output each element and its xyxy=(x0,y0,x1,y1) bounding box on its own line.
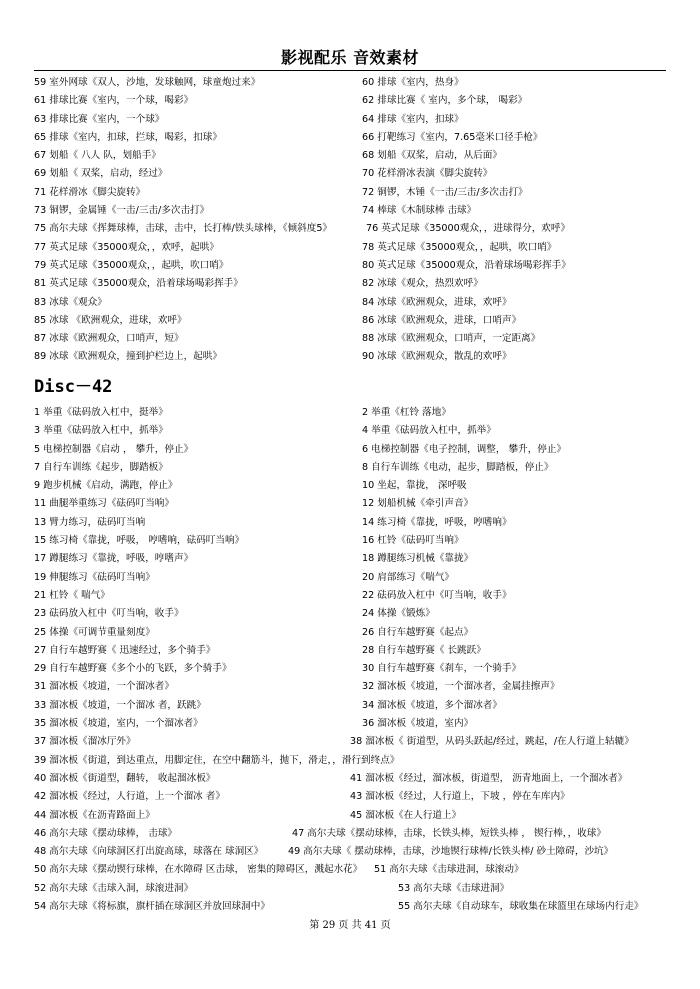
list-item: 52 高尔夫球《击球入洞，球滚进洞》 xyxy=(34,882,194,894)
list-item: 10 坐起，靠拢， 深呼吸 xyxy=(362,480,467,492)
list-item: 15 练习椅《靠拢，呼吸， 哼嗜响，砝码叮当响》 xyxy=(34,535,245,547)
list-row xyxy=(34,624,674,642)
list-item: 7 自行车训练《起步，脚踏板》 xyxy=(34,461,168,473)
list-item: 5 电梯控制器《启动 ， 攀升，停止》 xyxy=(34,443,194,455)
list-item: 1 举重《砝码放入杠中，挺举》 xyxy=(34,407,168,418)
list-item: 20 肩部练习《喘气》 xyxy=(362,571,455,583)
list-row xyxy=(34,184,674,202)
list-row xyxy=(34,275,674,293)
list-item: 46 高尔夫球《摆动球棒， 击球》 xyxy=(34,827,178,839)
list-item: 8 自行车训练《电动，起步，脚踏板，停止》 xyxy=(362,461,554,473)
list-item: 48 高尔夫球《向球洞区打出旋高球，球落在 球洞区》 xyxy=(34,846,264,858)
list-item: 6 电梯控制器《电子控制，调整， 攀升，停止》 xyxy=(362,443,567,455)
list-item: 72 铜锣，木锤《一击/三击/多次击打》 xyxy=(362,186,528,198)
list-row xyxy=(34,220,674,238)
list-item: 73 铜锣，金属锤《一击/三击/多次击打》 xyxy=(34,205,210,217)
list-row xyxy=(34,239,674,257)
page-title: 影视配乐 音效素材 xyxy=(280,48,420,67)
list-item: 30 自行车越野赛《刹车，一个骑手》 xyxy=(362,663,522,675)
list-item: 18 蹲腿练习机械《靠拢》 xyxy=(362,553,474,565)
page-footer: 第 29 页 共 41 页 xyxy=(309,920,391,931)
list-item: 90 冰球《欧洲观众，散乱的欢呼》 xyxy=(362,351,512,363)
list-row xyxy=(34,898,674,916)
list-row xyxy=(34,825,674,843)
list-row xyxy=(34,330,674,348)
list-item: 60 排球《室内，热身》 xyxy=(362,77,464,88)
list-item: 87 冰球《欧洲观众，口哨声，短》 xyxy=(34,333,184,345)
list-item: 70 花样滑冰表演《脚尖旋转》 xyxy=(362,168,493,180)
list-row xyxy=(34,715,674,733)
list-item: 34 溜冰板《坡道，多个溜冰者》 xyxy=(362,699,502,711)
page-header xyxy=(34,44,666,71)
track-list-section-1 xyxy=(34,74,674,367)
list-row xyxy=(34,257,674,275)
list-row xyxy=(34,129,674,147)
list-row xyxy=(34,550,674,568)
list-item: 47 高尔夫球《摆动球棒，击球，长铁头棒，短铁头棒 ， 锲行棒，，收球》 xyxy=(292,827,606,839)
list-row xyxy=(34,111,674,129)
list-row xyxy=(34,514,674,532)
list-row xyxy=(34,788,674,806)
list-item: 80 英式足球《35000观众，沿着球场喝彩挥手》 xyxy=(362,259,571,271)
list-item: 13 臂力练习，砝码叮当响 xyxy=(34,516,146,528)
list-row xyxy=(34,495,674,513)
list-item: 36 溜冰板《坡道，室内》 xyxy=(362,718,474,730)
list-item: 37 溜冰板《溜冰厅外》 xyxy=(34,736,136,748)
list-item: 76 英式足球《35000观众，，进球得分，欢呼》 xyxy=(366,223,571,235)
list-item: 88 冰球《欧洲观众，口哨声，一定距离》 xyxy=(362,333,541,345)
list-item: 21 杠铃《 喘气》 xyxy=(34,589,110,601)
list-item: 31 溜冰板《坡道，一个溜冰者》 xyxy=(34,681,174,693)
list-row xyxy=(34,165,674,183)
list-item: 64 排球《室内，扣球》 xyxy=(362,113,464,125)
list-row xyxy=(34,770,674,788)
list-row xyxy=(34,477,674,495)
list-row xyxy=(34,807,674,825)
list-row xyxy=(34,733,674,751)
list-row xyxy=(34,532,674,550)
list-row xyxy=(34,678,674,696)
list-row xyxy=(34,202,674,220)
list-row xyxy=(34,605,674,623)
list-row xyxy=(34,441,674,459)
list-item: 41 溜冰板《经过，溜冰板，街道型， 沥青地面上，一个溜冰者》 xyxy=(350,772,628,784)
list-row xyxy=(34,752,674,770)
list-item: 53 高尔夫球《击球进洞》 xyxy=(398,882,510,894)
list-item: 78 英式足球《35000观众，，起哄，吹口哨》 xyxy=(362,241,557,253)
list-item: 2 举重《杠铃 落地》 xyxy=(362,407,451,418)
list-item: 83 冰球《观众》 xyxy=(34,296,107,308)
list-row xyxy=(34,569,674,587)
list-item: 11 曲腿举重练习《砝码叮当响》 xyxy=(34,498,174,510)
list-item: 74 棒球《木制球棒 击球》 xyxy=(362,205,477,217)
list-item: 68 划船《双桨，启动，从后面》 xyxy=(362,150,502,162)
list-row xyxy=(34,861,674,879)
list-item: 63 排球比赛《室内，一个球》 xyxy=(34,113,165,125)
list-item: 61 排球比赛《室内，一个球，喝彩》 xyxy=(34,95,194,107)
list-item: 16 杠铃《砝码叮当响》 xyxy=(362,535,464,547)
list-item: 27 自行车越野赛《 迅速经过，多个骑手》 xyxy=(34,644,216,656)
list-row xyxy=(34,422,674,440)
list-item: 40 溜冰板《街道型，翻转， 收起溜冰板》 xyxy=(34,772,216,784)
list-item: 82 冰球《观众，热烈欢呼》 xyxy=(362,278,483,290)
list-item: 25 体操《可调节重量刻度》 xyxy=(34,626,155,638)
list-row xyxy=(34,348,674,366)
list-item: 22 砝码放入杠中《叮当响，收手》 xyxy=(362,589,512,601)
list-row xyxy=(34,92,674,110)
list-item: 4 举重《砝码放入杠中，抓举》 xyxy=(362,425,496,437)
list-item: 50 高尔夫球《摆动锲行球棒，在水障碍 区击球， 密集的障碍区，溅起水花》 xyxy=(34,864,363,876)
disc-heading: Disc－42 xyxy=(34,377,113,397)
list-item: 43 溜冰板《经过，人行道上，下坡 ，停在车库内》 xyxy=(350,791,570,803)
list-item: 42 溜冰板《经过，人行道，上一个溜冰 者》 xyxy=(34,791,225,803)
list-row xyxy=(34,294,674,312)
list-row xyxy=(34,843,674,861)
list-row xyxy=(34,74,674,92)
list-item: 17 蹲腿练习《靠拢，呼吸，哼嗜声》 xyxy=(34,553,194,565)
list-item: 54 高尔夫球《将标旗，旗杆插在球洞区并放回球洞中》 xyxy=(34,901,270,913)
list-item: 85 冰球 《欧洲观众，进球，欢呼》 xyxy=(34,314,187,326)
list-row xyxy=(34,404,674,422)
list-item: 19 伸腿练习《砝码叮当响》 xyxy=(34,571,155,583)
list-item: 14 练习椅《靠拢，呼吸，哼嗜响》 xyxy=(362,516,512,528)
list-item: 69 划船《 双桨，启动，经过》 xyxy=(34,168,168,180)
list-row xyxy=(34,459,674,477)
list-item: 44 溜冰板《在沥青路面上》 xyxy=(34,809,155,821)
list-item: 24 体操《锻炼》 xyxy=(362,608,435,620)
list-item: 79 英式足球《35000观众，，起哄，吹口哨》 xyxy=(34,259,229,271)
list-item: 35 溜冰板《坡道，室内，一个溜冰者》 xyxy=(34,718,203,730)
list-item: 38 溜冰板《 街道型，从码头跃起/经过，跳起，/在人行道上轱辘》 xyxy=(350,736,634,748)
list-item: 49 高尔夫球《 摆动球棒，击球，沙地锲行球棒/长铁头棒/ 砂土障碍，沙坑》 xyxy=(288,846,614,858)
list-item: 32 溜冰板《坡道，一个溜冰者，金属挂擦声》 xyxy=(362,681,560,693)
list-item: 51 高尔夫球《击球进洞，球滚动》 xyxy=(374,864,524,876)
list-row xyxy=(34,587,674,605)
list-row xyxy=(34,697,674,715)
list-item: 23 砝码放入杠中《叮当响，收手》 xyxy=(34,608,184,620)
list-item: 29 自行车越野赛《多个小的飞跃，多个骑手》 xyxy=(34,663,232,675)
list-item: 71 花样滑冰《脚尖旋转》 xyxy=(34,186,146,198)
list-item: 28 自行车越野赛《 长跳跃》 xyxy=(362,644,486,656)
list-row xyxy=(34,642,674,660)
list-item: 81 英式足球《35000观众，沿着球场喝彩挥手》 xyxy=(34,278,243,290)
list-item: 59 室外网球《双人，沙地，发球触网，球童炮过来》 xyxy=(34,77,261,88)
list-item: 55 高尔夫球《自动球车，球收集在球篮里在球场内行走》 xyxy=(398,901,644,913)
list-item: 89 冰球《欧洲观众，撞到护栏边上，起哄》 xyxy=(34,351,222,363)
list-row xyxy=(34,147,674,165)
list-item: 33 溜冰板《坡道，一个溜冰 者，跃跳》 xyxy=(34,699,206,711)
list-item: 75 高尔夫球《挥舞球棒，击球，击中，长打棒/铁头球棒，《倾斜度5》 xyxy=(34,223,333,235)
list-item: 9 跑步机械《启动，满跑，停止》 xyxy=(34,480,178,492)
list-row xyxy=(34,312,674,330)
list-item: 77 英式足球《35000观众，，欢呼，起哄》 xyxy=(34,241,219,253)
list-item: 26 自行车越野赛《起点》 xyxy=(362,626,474,638)
list-item: 67 划船《 八人 队，划船手》 xyxy=(34,150,161,162)
list-row xyxy=(34,660,674,678)
list-item: 3 举重《砝码放入杠中，抓举》 xyxy=(34,425,168,437)
list-item: 84 冰球《欧洲观众，进球，欢呼》 xyxy=(362,296,512,308)
list-row xyxy=(34,880,674,898)
track-list-section-2 xyxy=(34,404,674,916)
list-item: 86 冰球《欧洲观众，进球，口哨声》 xyxy=(362,314,522,326)
list-item: 45 溜冰板《在人行道上》 xyxy=(350,809,462,821)
list-item: 65 排球《室内，扣球，拦球，喝彩，扣球》 xyxy=(34,131,222,143)
list-item: 12 划船机械《牵引声音》 xyxy=(362,498,474,510)
list-item: 62 排球比赛《 室内，多个球， 喝彩》 xyxy=(362,95,528,107)
list-item: 66 打靶练习《室内，7.65毫米口径手枪》 xyxy=(362,131,543,143)
list-item: 39 溜冰板《街道，到达重点，用脚定住，在空中翻筋斗，抛下，滑走，，滑行到终点》 xyxy=(34,754,400,766)
